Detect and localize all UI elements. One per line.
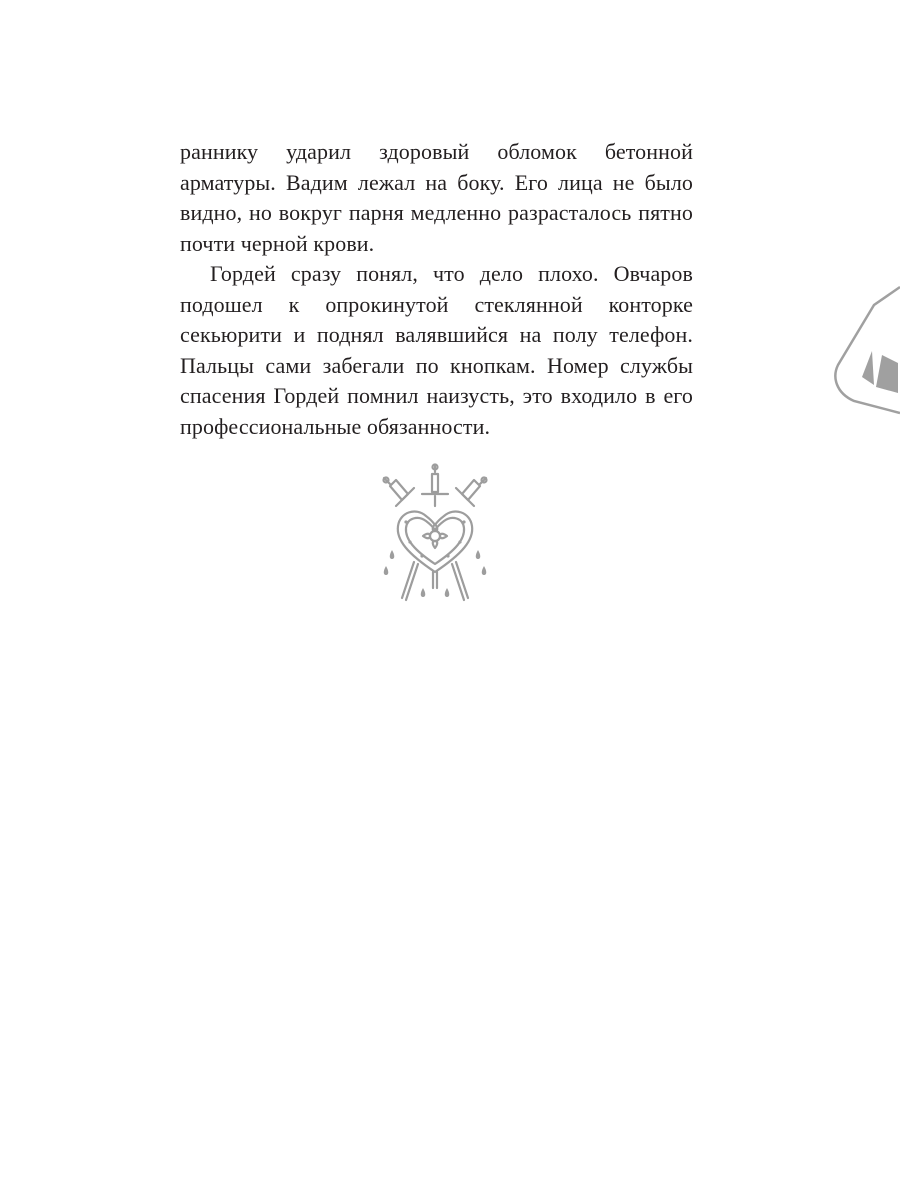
body-text [180,137,693,442]
paragraph-1: раннику ударил здоровый обломок бетонной арматуры. Вадим лежал на боку. Его лица не было видно, но вокруг парня медленно разрасталось пятно почти черной крови. [180,139,693,256]
paragraph-2: Гордей сразу понял, что дело плохо. Овчаров подошел к опрокинутой стеклянной конторке секьюрити и поднял валявшийся на полу телефон. Пальцы сами забегали по кнопкам. Номер службы спасения Гордей помнил наизусть, это входило в его профессиональные обязанности. [180,261,693,439]
heart-three-daggers-icon [378,462,492,604]
chapter-tab-icon [832,285,900,415]
